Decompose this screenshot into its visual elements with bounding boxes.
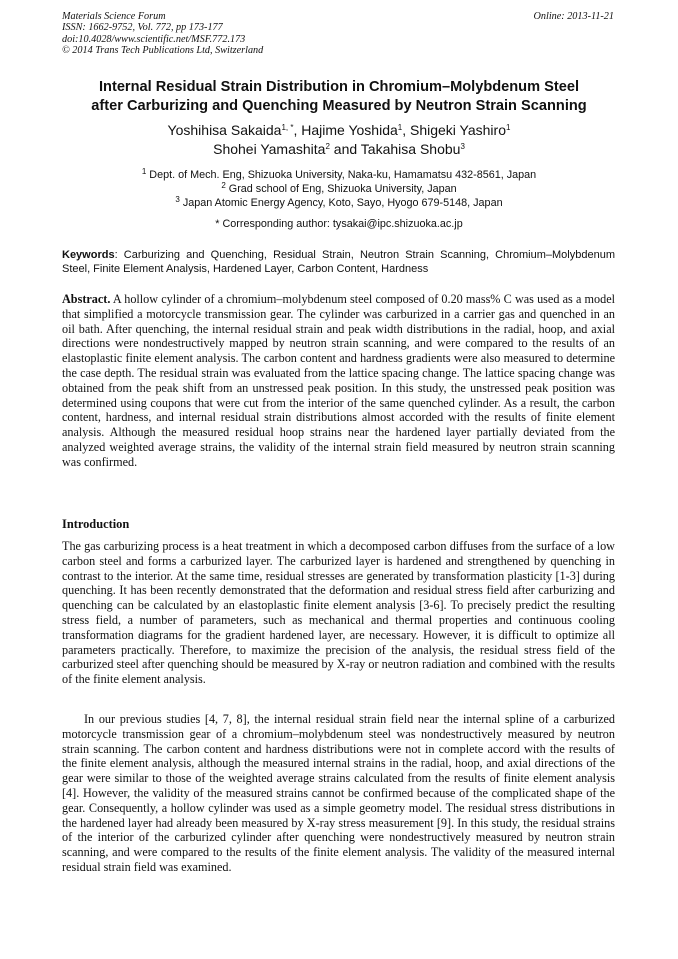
author-affiliation-mark: 1 [397,123,403,132]
author-affiliation-mark: 3 [460,142,465,151]
author-name: Yoshihisa Sakaida [167,122,282,138]
affiliation-list [40,168,638,211]
journal-copyright: © 2014 Trans Tech Publications Ltd, Switzerland [62,44,264,56]
journal-issn: ISSN: 1662-9752, Vol. 772, pp 173-177 [62,22,223,34]
keywords-text: : Carburizing and Quenching, Residual Strain, Neutron Strain Scanning, Chromium–Molybdenum Steel, Finite Element Analysis, Hardened Layer, Carbon Content, Hardness [62,249,615,275]
corresponding-author: * Corresponding author: tysakai@ipc.shizuoka.ac.jp [215,218,463,230]
title-line-2: after Carburizing and Quenching Measured by Neutron Strain Scanning [91,98,587,114]
section-heading-introduction: Introduction [62,517,130,531]
keywords-section [62,249,615,277]
author-affiliation-mark: 1, * [281,123,294,132]
author-line-1: Yoshihisa Sakaida$^{1, *}$, Hajime Yoshida$^1$, Shigeki Yashiro$^1$ [167,122,511,138]
introduction-paragraph-1: The gas carburizing process is a heat treatment in which a decomposed carbon diffuses from the surface of a low carbon steel and forms a carburized layer. The carburized layer is hardened and strengthened by quenching in contrast to the interior. At the same time, residual stresses are generated by transformation plasticity [1-3] during quenching. It has been recently demonstrated that the deformation and residual stress field after carburizing and quenching can be calculated by an elastoplastic finite element analysis [3-6]. To precisely predict the resulting stress field, a number of parameters, such as mechanical and thermal properties and continuous cooling transformation diagrams for the gradient hardened layer, are necessary. However, it is difficult to optimize all parameters practically. Therefore, to maximize the precision of the analysis, the residual stress field of the carburized steel after quenching should be measured by X-ray or neutron radiation and combined with the results of the finite element analysis. [62,539,615,687]
author-name: Takahisa Shobu [360,141,461,157]
journal-doi: doi:10.4028/www.scientific.net/MSF.772.173 [62,33,246,45]
affiliation-item: $^1$ Dept. of Mech. Eng, Shizuoka University, Naka-ku, Hamamatsu 432-8561, Japan [141,167,537,181]
affiliation-item: $^3$ Japan Atomic Energy Agency, Koto, Sayo, Hyogo 679-5148, Japan [175,195,503,210]
author-name: Shohei Yamashita [213,141,326,157]
keywords-label: Keywords [62,249,115,261]
author-name: Hajime Yoshida [301,122,398,138]
author-affiliation-mark: 1 [505,123,511,132]
abstract-label: Abstract. [62,292,111,306]
author-line-2: Shohei Yamashita$^2$ and Takahisa Shobu$^3$ [213,141,465,157]
introduction-paragraph-2: In our previous studies [4, 7, 8], the internal residual strain field near the internal spline of a carburized motorcycle transmission gear of a chromium–molybdenum steel was nondestructively measured by neutron strain scanning. The carbon content and hardness distributions were not in complete accord with the results of the finite element analysis, although the measured internal strains in the radial, hoop, and axial directions of the gear were similar to those of the weighted average strains calculated from the results of finite element analysis [4]. However, the validity of the measured strains cannot be confirmed because of the complicated shape of the gear. Consequently, a hollow cylinder was used as a simple geometry model. The residual stress distributions in the hardened layer had already been measured by X-ray stress measurement [9]. In this study, the residual strains of the interior of the carburized cylinder after quenching were nondestructively measured by neutron strain scanning, and were compared to the results of the finite element analysis. The validity of the measured internal residual strain field was examined. [62,712,615,874]
affiliation-item: $^2$ Grad school of Eng, Shizuoka University, Japan [221,181,457,196]
paper-title [40,78,638,116]
title-line-1: Internal Residual Strain Distribution in Chromium–Molybdenum Steel [98,79,580,95]
author-list [40,121,638,159]
online-date: Online: 2013-11-21 [533,11,614,22]
journal-header [62,11,263,56]
author-affiliation-mark: 2 [325,142,330,151]
abstract-section [62,292,615,470]
author-name: Shigeki Yashiro [410,122,506,138]
journal-name: Materials Science Forum [62,11,166,22]
abstract-text: A hollow cylinder of a chromium–molybdenum steel composed of 0.20 mass% C was used as a model that simplified a motorcycle transmission gear. The cylinder was carburized in a carrier gas and quenched in an oil bath. After quenching, the internal residual strain and peak width distributions in the radial, hoop, and axial directions were nondestructively mapped by neutron strain scanning, and were compared to the results of an elastoplastic finite element analysis. The carbon content and hardness gradients were also measured to determine the case depth. The residual strain was evaluated from the lattice spacing change. The lattice spacing change was obtained from the peak shift from an unstressed peak position. In this study, the unstressed peak position was determined using coupons that were cut from the interior of the same quenched cylinder. As a result, the carbon content, hardness, and internal residual strain distributions almost accorded with the results of finite element analysis. Although the measured residual hoop strains near the hardened layer partially deviated from the analyzed weighted average strains, the validity of the internal strain field measured by neutron strain scanning was confirmed. [62,292,615,469]
